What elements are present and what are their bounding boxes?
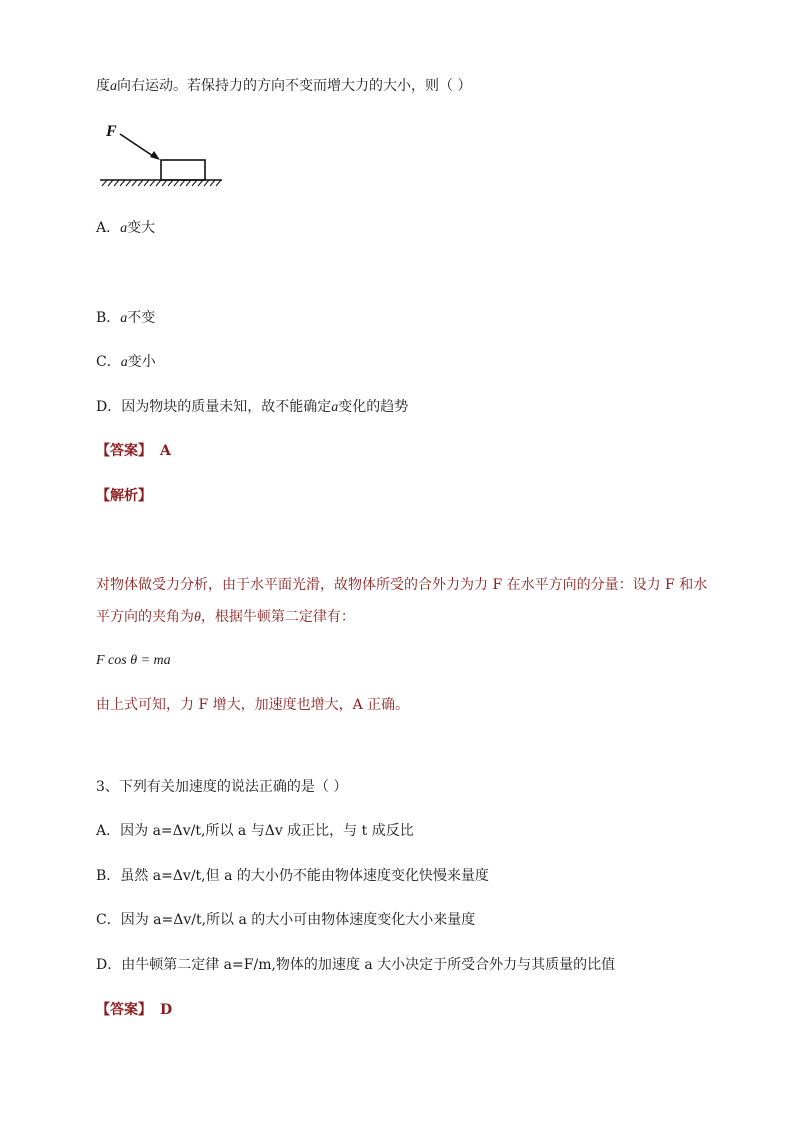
q3-option-d	[96, 955, 615, 975]
option-var: a	[331, 400, 339, 415]
q2-option-a	[96, 218, 155, 239]
option-letter: B．	[96, 310, 121, 326]
q2-stem-post: 向右运动。若保持力的方向不变而增大力的大小，则（ ）	[117, 78, 472, 94]
q2-conclusion: 由上式可知，力 F 增大，加速度也增大，A 正确。	[96, 697, 410, 713]
option-letter: C．	[96, 354, 121, 370]
option-pre: 因为物块的质量未知，故不能确定	[121, 399, 332, 415]
option-var: a	[120, 355, 128, 370]
option-text: 变小	[127, 354, 156, 370]
option-letter: B．	[96, 868, 121, 884]
force-arrow-head	[150, 151, 160, 160]
q2-analysis-label: 【解析】	[96, 488, 152, 504]
analysis-line2-post: ，根据牛顿第二定律有：	[200, 609, 355, 625]
theta-symbol: θ	[194, 610, 201, 625]
option-text: 不变	[127, 310, 156, 326]
force-arrow-shaft	[120, 134, 156, 158]
option-text: 因为 a=Δv/t,所以 a 与Δv 成正比，与 t 成反比	[120, 823, 414, 839]
option-letter: A．	[96, 823, 121, 839]
q2-stem-var: a	[110, 79, 117, 94]
option-var: a	[120, 221, 128, 236]
ground-hatching	[102, 180, 221, 186]
option-text: 因为 a=Δv/t,所以 a 的大小可由物体速度变化大小来量度	[120, 912, 476, 928]
q2-option-c	[96, 352, 156, 373]
option-letter: C．	[96, 912, 121, 928]
q2-option-d	[96, 397, 408, 418]
option-text: 虽然 a=Δv/t,但 a 的大小仍不能由物体速度变化快慢来量度	[120, 868, 489, 884]
force-diagram	[98, 118, 228, 194]
analysis-line2-pre: 平方向的夹角为	[96, 609, 194, 625]
option-letter: A．	[96, 220, 121, 236]
formula: F cos θ = ma	[96, 653, 171, 668]
q3-answer	[96, 1000, 172, 1020]
option-text: 变化的趋势	[338, 399, 409, 415]
force-label: F	[106, 123, 117, 140]
q3-option-a	[96, 821, 414, 841]
q3-stem: 3、下列有关加速度的说法正确的是（ ）	[96, 779, 348, 795]
force-diagram-svg	[98, 118, 228, 190]
answer-label: 【答案】	[96, 1002, 152, 1018]
option-letter: D．	[96, 957, 122, 973]
q2-stem	[96, 76, 471, 97]
answer-value: A	[160, 443, 171, 459]
q2-stem-pre: 度	[96, 78, 110, 94]
q2-option-b	[96, 308, 155, 329]
block	[161, 160, 205, 180]
option-letter: D．	[96, 399, 122, 415]
q2-analysis-line1: 对物体做受力分析，由于水平面光滑，故物体所受的合外力为力 F 在水平方向的分量：设力 F 和水	[96, 577, 708, 593]
option-var: a	[120, 311, 128, 326]
option-text: 变大	[127, 220, 156, 236]
q3-option-b	[96, 866, 489, 886]
q3-option-c	[96, 910, 475, 930]
q2-answer	[96, 441, 171, 461]
answer-value: D	[160, 1002, 173, 1018]
q2-analysis-line2	[96, 607, 355, 628]
option-text: 由牛顿第二定律 a=F/m,物体的加速度 a 大小决定于所受合外力与其质量的比值	[121, 957, 616, 973]
answer-label: 【答案】	[96, 443, 152, 459]
